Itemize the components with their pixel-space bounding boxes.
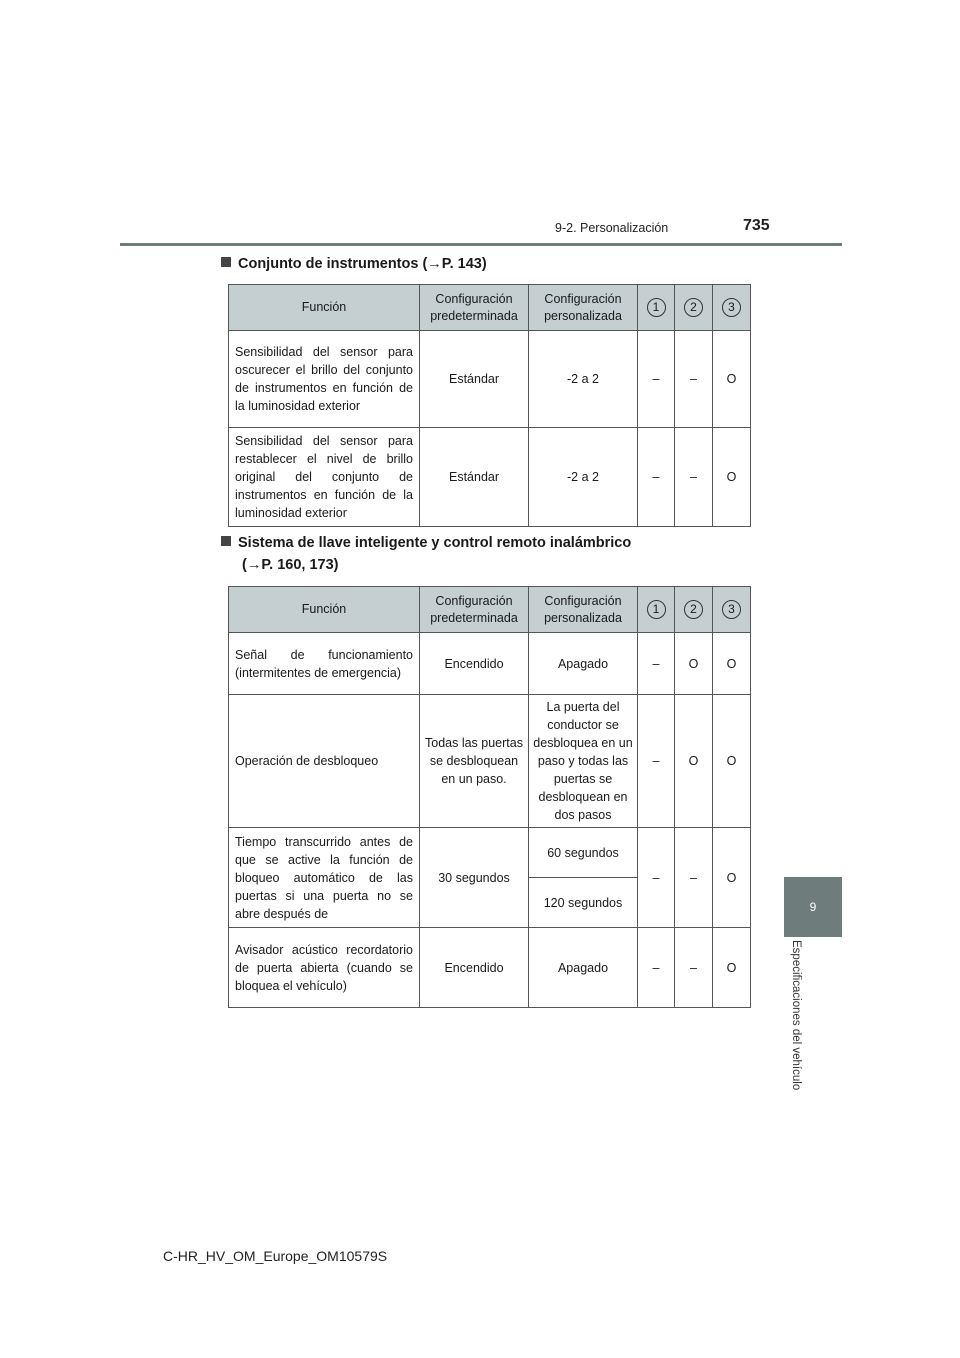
cell-funcion: Operación de desbloqueo [229,695,420,828]
header-default: Configuración predeterminada [420,587,529,633]
chapter-label [784,940,808,1120]
chapter-tab [784,877,842,937]
header-rule [120,243,842,246]
cell-c1: – [638,331,675,428]
cell-c2: O [675,695,713,828]
bullet-square-icon [221,257,231,267]
table-row [229,633,751,695]
table-row [229,428,751,527]
section-title: 9-2. Personalización [555,221,669,235]
cell-c2: – [675,928,713,1008]
section1-title: Conjunto de instrumentos (→P. 143) [238,256,487,272]
table-row [229,828,751,878]
cell-c2: O [675,633,713,695]
table-row [229,928,751,1008]
cell-custom-a: 60 segundos [529,828,638,878]
cell-c3: O [713,928,751,1008]
cell-c3: O [713,828,751,928]
cell-c3: O [713,331,751,428]
header-funcion: Función [229,587,420,633]
cell-c3: O [713,428,751,527]
table-row [229,695,751,828]
section1-heading [221,253,487,275]
smart-key-table [228,586,751,1008]
chapter-number: 9 [809,900,817,914]
cell-funcion: Avisador acústico recordatorio de puerta abierta (cuando se bloquea el vehículo) [229,928,420,1008]
cell-default: Estándar [420,428,529,527]
header-col-2 [675,587,713,633]
chapter-label-text: Especificaciones del vehículo [790,940,802,1091]
header-custom: Configuración personalizada [529,587,638,633]
cell-funcion: Señal de funcionamiento (intermitentes de emergencia) [229,633,420,695]
cell-c2: – [675,428,713,527]
document-code: C-HR_HV_OM_Europe_OM10579S [163,1248,388,1264]
cell-c1: – [638,928,675,1008]
cell-default: Todas las puertas se desbloquean en un paso. [420,695,529,828]
cell-custom: -2 a 2 [529,331,638,428]
bullet-square-icon [221,536,231,546]
cell-default: Encendido [420,928,529,1008]
cell-c3: O [713,633,751,695]
header-col-3 [713,285,751,331]
cell-c1: – [638,633,675,695]
circled-2-icon: 2 [684,600,703,619]
cell-funcion: Sensibilidad del sensor para restablecer el nivel de brillo original del conjunto de instrumentos en función de la luminosidad exterior [229,428,420,527]
cell-custom: Apagado [529,928,638,1008]
section2-heading [221,532,631,576]
cell-c2: – [675,331,713,428]
cell-c3: O [713,695,751,828]
cell-c1: – [638,695,675,828]
page-number: 735 [743,217,770,234]
cell-c1: – [638,428,675,527]
table-header-row [229,587,751,633]
cell-custom-b: 120 segundos [529,878,638,928]
circled-2-icon: 2 [684,298,703,317]
header-col-3 [713,587,751,633]
circled-1-icon: 1 [647,600,666,619]
cell-c2: – [675,828,713,928]
circled-3-icon: 3 [722,600,741,619]
section2-title-line1: Sistema de llave inteligente y control remoto inalámbrico [238,535,632,551]
cell-custom: Apagado [529,633,638,695]
header-col-1 [638,587,675,633]
cell-custom: La puerta del conductor se desbloquea en un paso y todas las puertas se desbloquean en dos pasos [529,695,638,828]
circled-1-icon: 1 [647,298,666,317]
header-funcion: Función [229,285,420,331]
header-default: Configuración predeterminada [420,285,529,331]
header-col-2 [675,285,713,331]
circled-3-icon: 3 [722,298,741,317]
section2-title-line2: (→P. 160, 173) [242,557,339,573]
table-header-row [229,285,751,331]
cell-c1: – [638,828,675,928]
header-custom: Configuración personalizada [529,285,638,331]
cell-custom: -2 a 2 [529,428,638,527]
table-row [229,331,751,428]
cell-funcion: Tiempo transcurrido antes de que se active la función de bloqueo automático de las puertas si una puerta no se abre después de [229,828,420,928]
header-col-1 [638,285,675,331]
cell-default: Encendido [420,633,529,695]
cell-default: Estándar [420,331,529,428]
cell-default: 30 segundos [420,828,529,928]
cell-funcion: Sensibilidad del sensor para oscurecer el brillo del conjunto de instrumentos en función de la luminosidad exterior [229,331,420,428]
instrument-cluster-table [228,284,751,527]
